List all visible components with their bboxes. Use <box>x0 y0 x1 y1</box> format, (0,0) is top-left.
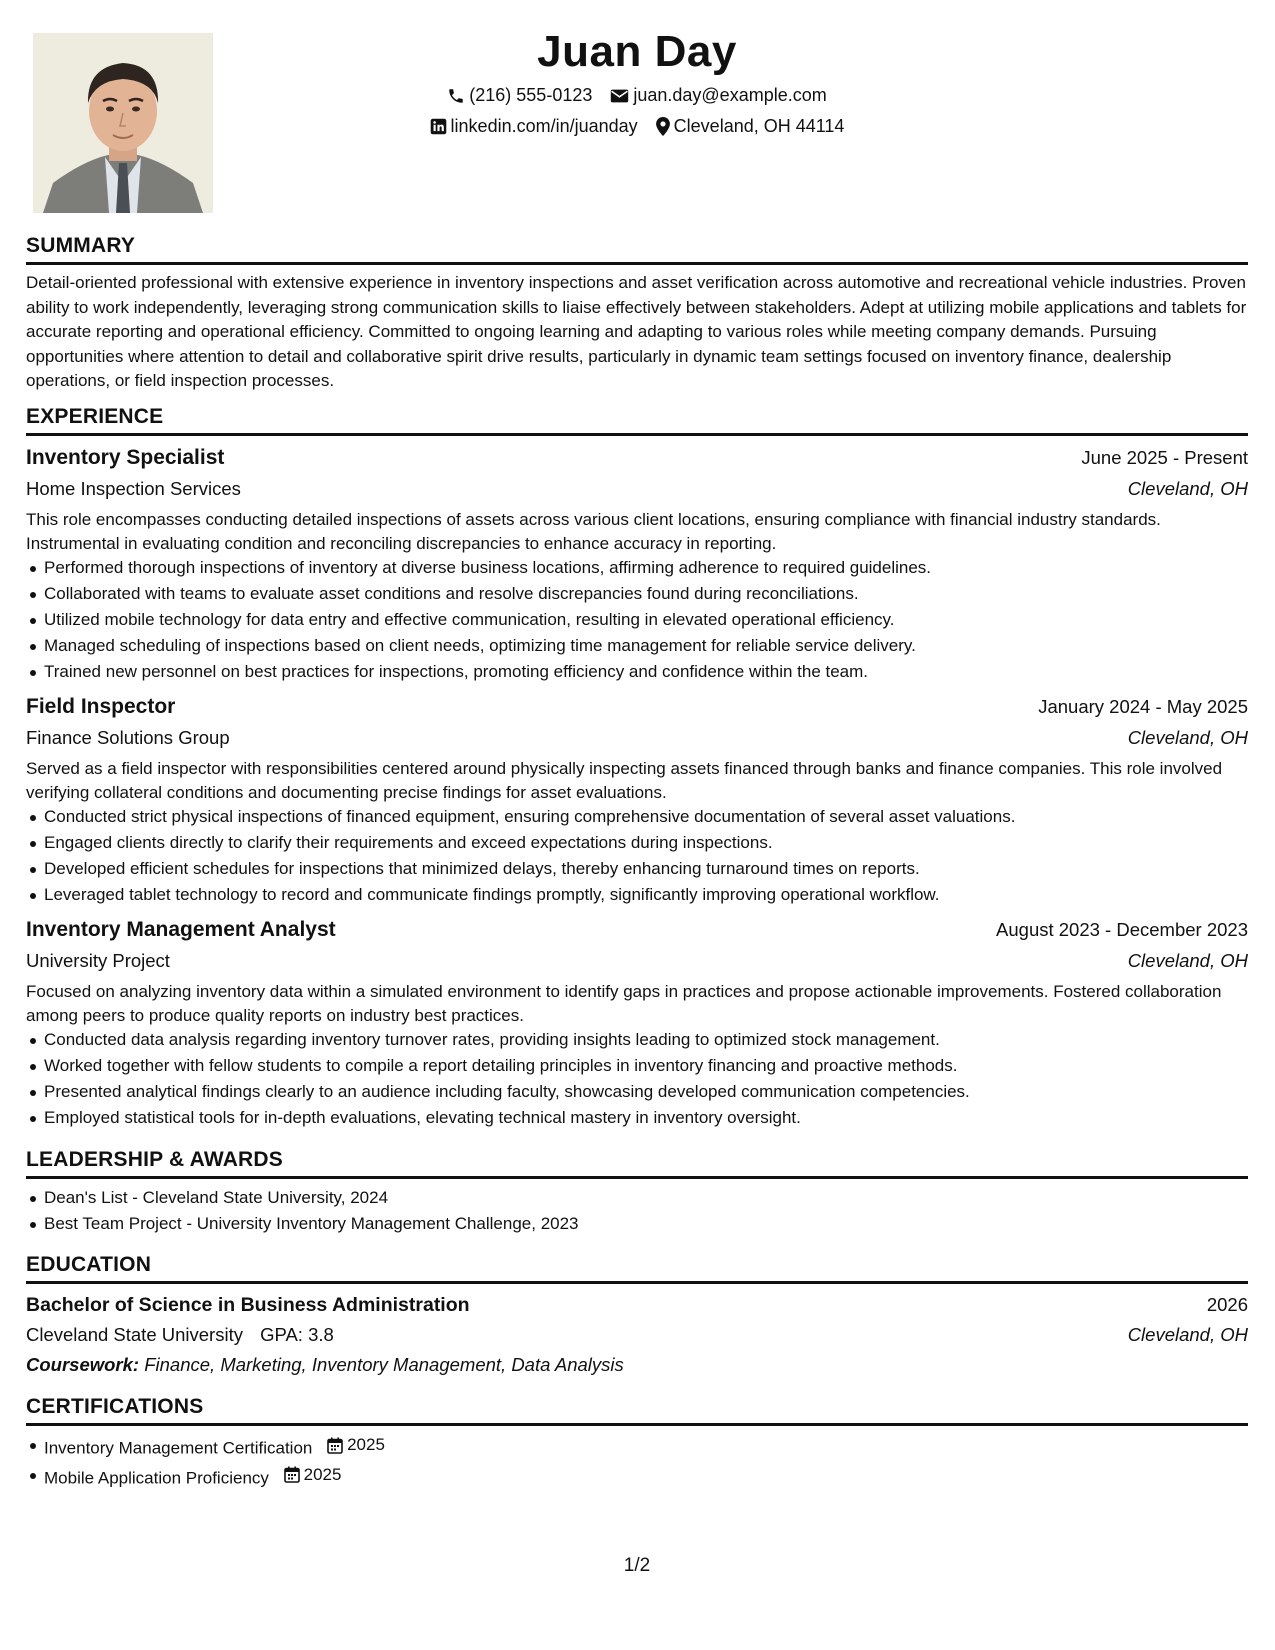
map-pin-icon <box>656 117 670 136</box>
education-year: 2026 <box>1206 1294 1248 1315</box>
awards-section <box>26 1147 1248 1237</box>
envelope-icon <box>610 88 629 104</box>
section-title-certifications: CERTIFICATIONS <box>26 1394 1248 1426</box>
certifications-list <box>26 1432 1248 1491</box>
coursework <box>26 1350 1248 1380</box>
job-company: Finance Solutions Group <box>26 727 230 748</box>
resume-header <box>26 20 1248 142</box>
experience-section <box>26 404 1248 1131</box>
education-school: Cleveland State University <box>26 1324 243 1345</box>
linkedin-text: linkedin.com/in/juanday <box>450 116 638 136</box>
certification-year: 2025 <box>347 1435 385 1454</box>
list-item: Presented analytical findings clearly to an audience including faculty, showcasing developed communication competencies. <box>44 1079 1248 1105</box>
job-dates: August 2023 - December 2023 <box>996 919 1248 940</box>
education-location: Cleveland, OH <box>1127 1324 1248 1345</box>
list-item: Conducted data analysis regarding inventory turnover rates, providing insights leading to optimized stock management. <box>44 1027 1248 1053</box>
section-title-education: EDUCATION <box>26 1252 1248 1284</box>
job-title: Field Inspector <box>26 695 176 718</box>
section-title-awards: LEADERSHIP & AWARDS <box>26 1147 1248 1179</box>
job-title: Inventory Specialist <box>26 446 225 469</box>
phone-contact[interactable] <box>447 80 592 111</box>
location-contact <box>656 111 845 142</box>
phone-text: (216) 555-0123 <box>469 85 593 105</box>
location-text: Cleveland, OH 44114 <box>673 116 845 136</box>
coursework-text: Finance, Marketing, Inventory Management, Data Analysis <box>144 1354 624 1375</box>
certification-year: 2025 <box>303 1464 342 1484</box>
job-location: Cleveland, OH <box>1127 727 1248 748</box>
list-item: Worked together with fellow students to compile a report detailing principles in inventory financing and proactive methods. <box>44 1053 1248 1079</box>
job-company: Home Inspection Services <box>26 478 241 499</box>
list-item: Performed thorough inspections of inventory at diverse business locations, affirming adherence to required guidelines. <box>44 555 1248 581</box>
certifications-section <box>26 1394 1248 1491</box>
education-degree: Bachelor of Science in Business Administration <box>26 1294 470 1316</box>
contact-row-1 <box>26 80 1248 111</box>
page-number: 1/2 <box>623 1555 651 1576</box>
linkedin-icon <box>430 118 447 135</box>
section-title-summary: SUMMARY <box>26 233 1248 265</box>
education-gpa: GPA: 3.8 <box>260 1324 334 1345</box>
email-text: juan.day@example.com <box>633 85 827 105</box>
education-section <box>26 1252 1248 1380</box>
job-entry <box>26 442 1248 685</box>
list-item: Best Team Project - University Inventory Management Challenge, 2023 <box>44 1211 1248 1237</box>
list-item: Developed efficient schedules for inspections that minimized delays, thereby enhancing turnaround times on reports. <box>44 856 1248 882</box>
job-location: Cleveland, OH <box>1127 950 1248 971</box>
list-item: Engaged clients directly to clarify their requirements and exceed expectations during inspections. <box>44 830 1248 856</box>
awards-list <box>26 1185 1248 1237</box>
list-item <box>44 1462 1248 1492</box>
job-description: Served as a field inspector with responsibilities centered around physically inspecting assets financed through banks and finance companies. This role involved verifying collateral conditions and documenting precise findings for asset evaluations. <box>26 759 1223 802</box>
job-dates: January 2024 - May 2025 <box>1038 696 1248 717</box>
job-entry <box>26 691 1248 908</box>
certification-name: Inventory Management Certification <box>44 1438 313 1458</box>
list-item: Conducted strict physical inspections of financed equipment, ensuring comprehensive documentation of several asset valuations. <box>44 804 1248 830</box>
certification-name: Mobile Application Proficiency <box>44 1468 269 1487</box>
summary-section <box>26 233 1248 394</box>
list-item: Collaborated with teams to evaluate asset conditions and resolve discrepancies found during reconciliations. <box>44 581 1248 607</box>
candidate-name: Juan Day <box>537 27 737 76</box>
list-item: Leveraged tablet technology to record and communicate findings promptly, significantly improving operational workflow. <box>44 882 1248 908</box>
job-bullets <box>26 1027 1248 1131</box>
coursework-label: Coursework: <box>26 1354 140 1375</box>
section-title-experience: EXPERIENCE <box>26 404 1248 436</box>
phone-icon <box>447 87 465 105</box>
job-company: University Project <box>26 950 170 971</box>
job-description: This role encompasses conducting detailed inspections of assets across various client locations, ensuring compliance with financial industry standards. Instrumental in evaluating condition and reconciling discrepancies to enhance accuracy in reporting. <box>26 510 1161 553</box>
job-entry <box>26 914 1248 1131</box>
job-dates: June 2025 - Present <box>1081 447 1248 468</box>
list-item <box>44 1432 1248 1462</box>
job-bullets <box>26 804 1248 908</box>
list-item: Dean's List - Cleveland State University, 2024 <box>44 1185 1248 1211</box>
job-description: Focused on analyzing inventory data within a simulated environment to identify gaps in practices and propose actionable improvements. Fostered collaboration among peers to produce quality reports on industry best practices. <box>26 982 1222 1025</box>
linkedin-contact[interactable] <box>430 111 638 142</box>
list-item: Managed scheduling of inspections based on client needs, optimizing time management for reliable service delivery. <box>44 633 1248 659</box>
calendar-icon <box>284 1466 300 1483</box>
list-item: Employed statistical tools for in-depth evaluations, elevating technical mastery in inventory oversight. <box>44 1105 1248 1131</box>
contact-row-2 <box>26 111 1248 142</box>
job-bullets <box>26 555 1248 685</box>
calendar-icon <box>327 1437 343 1454</box>
list-item: Utilized mobile technology for data entry and effective communication, resulting in elevated operational efficiency. <box>44 607 1248 633</box>
list-item: Trained new personnel on best practices for inspections, promoting efficiency and confidence within the team. <box>44 659 1248 685</box>
job-title: Inventory Management Analyst <box>26 918 336 941</box>
job-location: Cleveland, OH <box>1127 478 1248 499</box>
email-contact[interactable] <box>610 80 826 111</box>
summary-text: Detail-oriented professional with extensive experience in inventory inspections and asset verification across automotive and recreational vehicle industries. Proven ability to work independently, leveraging strong communication skills to liaise effectively between stakeholders. Adept at utilizing mobile applications and tablets for accurate reporting and operational efficiency. Committed to ongoing learning and adapting to various roles while meeting company demands. Pursuing opportunities where attention to detail and collaborative spirit drive results, particularly in dynamic team settings focused on inventory finance, dealership operations, or field inspection processes. <box>26 273 1247 390</box>
